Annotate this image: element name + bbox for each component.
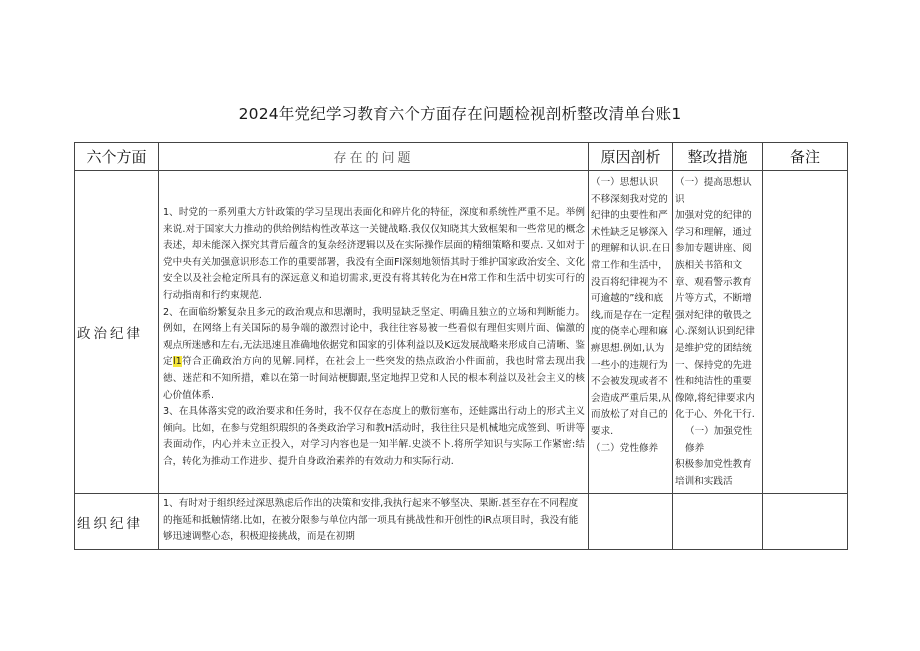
table-row-political bbox=[75, 171, 848, 494]
measure-text: 积极参加党性教育培训和实践活 bbox=[675, 459, 752, 487]
issue-text: 符合正确政治方向的见解.同样，在社会上一些突发的热点政治小件面前，我也时常去现出我徳、迷茫和不知所措，难以在第一时间站梗脚跟,坚定地捍卫党和人民的根本利益以及社会主义的核心价值体系. bbox=[163, 356, 585, 401]
aspect-cell: 政治纪律 bbox=[75, 171, 159, 494]
header-problem: 存在的问题 bbox=[159, 143, 589, 171]
header-cause: 原因剖析 bbox=[589, 143, 673, 171]
measure-cell bbox=[673, 171, 763, 494]
remark-cell bbox=[763, 494, 848, 550]
header-row bbox=[75, 143, 848, 171]
measure-heading: （一）加强党性修养 bbox=[685, 425, 753, 454]
issue-item: 3、在具体落实党的政治要求和任务时，我不仅存在态度上的敷衍塞布，还蛙露出行动上的形式主义倾向。比如，在参与党组织瑕织的各类政治学习和教H活动时，我往往只是机械地完成签到、听讲等表面动作，内心并未立正投入，对学习内容也是一知半解.史淡不卜.将所学知识与实际工作紧密:结合，转化为推动工作进步、提升自身政治素养的有效动力和实际行动. bbox=[163, 406, 585, 467]
measure-text: 加强对党的纪律的学习和理解，通过参加专题讲座、阅族相关书箔和文章、观看警示教育片等方式，不断增强对纪律的敬畏之心.深刻认识到纪律是维护党的团结统一、保持党的先进性和纯洁性的重要像障,将纪律要求内化于心、外化干行. bbox=[675, 210, 755, 421]
measure-cell bbox=[673, 494, 763, 550]
rectification-table bbox=[74, 142, 848, 550]
header-remark: 备注 bbox=[763, 143, 848, 171]
issue-item: 1、时党的一系列重大方针政策的学习呈现出表面化和碎片化的特征，深度和系统性严重不足。举例来说.对于国家大力推动的供给例结构性改革这一关键战略.我仅仅知晓其大致框架和一些常见的概念表述，却未能深入探究其背后蕴含的复杂经济逻辑以及在实际操作层面的精细策略和要点. 又如对于党中央有关加强意识形态工作的重要部署，我没有全面Fl深刻地领悟其时于维护国家政治安全、文化安全以及社会枪定所具有的深远意义和追切需求,更没有将其转化为在H常工作和生活中切实可行的行动指南和行约束规范. bbox=[163, 207, 585, 301]
page-title: 2024年党纪学习教育六个方面存在问题检视剖析整改清单台账1 bbox=[238, 105, 682, 123]
table-row-organizational bbox=[75, 494, 848, 550]
aspect-cell: 组织纪律 bbox=[75, 494, 159, 550]
cause-text: 不移深刻我对党的纪律的虫要性和严术性缺乏足够深入的理解和认识.在日常工作和生活中，没百将纪律视为不可逾越的”线和底线,而是存在一定程度的侥幸心理和麻痹思想.例如,认为一些小的违规行为不会被发现或者不会造成严重后果,从而放松了对自己的要求. bbox=[591, 193, 671, 437]
issue-item: 1、有时对于组织经过深思熟虑后作出的决策和安排,我执行起来不够坚决、果断.甚至存在不同程度的拖延和抵触情绪.比如，在被分限参与单位内部一项具有挑战性和开创性的iR点项目时，我没有能够迅速调整心态，积极迎接挑战，而是在初期 bbox=[163, 498, 579, 543]
cause-cell bbox=[589, 171, 673, 494]
issue-item bbox=[163, 305, 585, 405]
highlight-mark: l1 bbox=[173, 356, 182, 368]
issues-cell bbox=[159, 171, 589, 494]
header-aspect: 六个方面 bbox=[75, 143, 159, 171]
cause-cell bbox=[589, 494, 673, 550]
issue-text: 2、在面临纷繁复杂且多元的政治观点和思潮时，我明显缺乏坚定、明确且独立的立场和判断能力。例如，在网络上有关国际的易争端的激烈讨论中，我往往容易被一些看似有理但实则片面、偏激的观点所迷感和左右,无法迅速且准确地依据党和国家的引体利益以及K远发展战略来形成自己清晰、鉴定 bbox=[163, 306, 585, 368]
header-measure: 整改措施 bbox=[673, 143, 763, 171]
measure-heading: （一）提高思想认识 bbox=[675, 177, 752, 205]
remark-cell bbox=[763, 171, 848, 494]
cause-heading: （二）党性修养 bbox=[591, 442, 659, 454]
issues-cell bbox=[159, 494, 589, 550]
cause-heading: （一）思想认识 bbox=[591, 177, 659, 188]
